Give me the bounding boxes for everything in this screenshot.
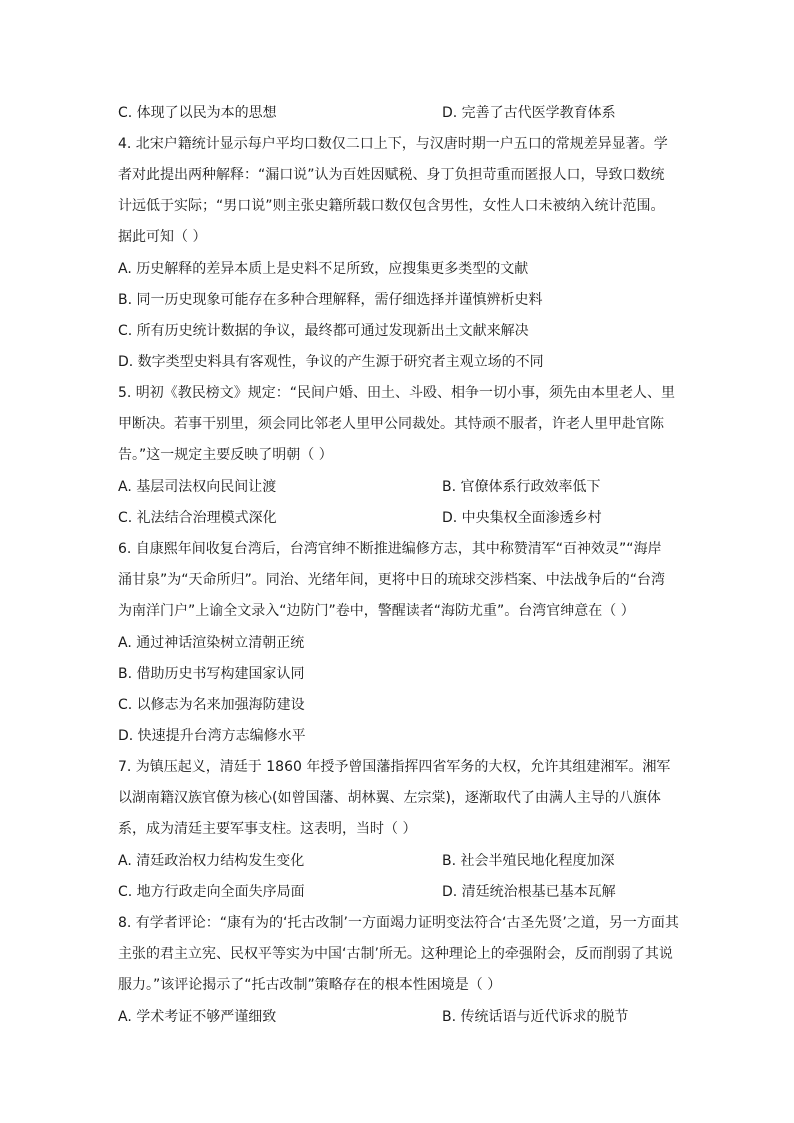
q4-stem-line: 者对此提出两种解释：“漏口说”认为百姓因赋税、身丁负担苛重而匿报人口，导致口数统	[118, 167, 665, 183]
q4-option-d[interactable]: D. 数字类型史料具有客观性，争议的产生源于研究者主观立场的不同	[118, 354, 544, 370]
q7-stem-line: 7. 为镇压起义，清廷于 1860 年授予曾国藩指挥四省军务的大权，允许其组建湘军。湘军	[118, 759, 671, 775]
q6-option-a[interactable]: A. 通过神话渲染树立清朝正统	[118, 635, 305, 651]
q7-option-b[interactable]: B. 社会半殖民地化程度加深	[442, 853, 615, 869]
q7-stem-line: 系，成为清廷主要军事支柱。这表明，当时（ ）	[118, 821, 417, 837]
q3-option-d[interactable]: D. 完善了古代医学教育体系	[442, 105, 616, 121]
q4-stem-line: 据此可知（ ）	[118, 229, 207, 245]
q5-option-a[interactable]: A. 基层司法权向民间让渡	[118, 479, 277, 495]
q5-stem-line: 5. 明初《教民榜文》规定：“民间户婚、田土、斗殴、相争一切小事，须先由本里老人、里	[118, 385, 676, 401]
q6-stem-line: 涌甘泉”为“天命所归”。同治、光绪年间，更将中日的琉球交涉档案、中法战争后的“台湾	[118, 572, 666, 588]
q6-option-d[interactable]: D. 快速提升台湾方志编修水平	[118, 728, 306, 744]
q7-option-c[interactable]: C. 地方行政走向全面失序局面	[118, 884, 305, 900]
q5-stem-line: 告。”这一规定主要反映了明朝（ ）	[118, 447, 333, 463]
q4-option-a[interactable]: A. 历史解释的差异本质上是史料不足所致，应搜集更多类型的文献	[118, 261, 529, 277]
q4-stem-line: 4. 北宋户籍统计显示每户平均口数仅二口上下，与汉唐时期一户五口的常规差异显著。学	[118, 136, 668, 152]
q5-stem-line: 甲断决。若事干别里，须会同比邻老人里甲公同裁处。其恃顽不服者，许老人里甲赴官陈	[118, 416, 664, 432]
q6-stem-line: 为南洋门户”上谕全文录入“边防门”卷中，警醒读者“海防尤重”。台湾官绅意在（ ）	[118, 603, 635, 619]
q3-option-c[interactable]: C. 体现了以民为本的思想	[118, 105, 277, 121]
q4-option-b[interactable]: B. 同一历史现象可能存在多种合理解释，需仔细选择并谨慎辨析史料	[118, 292, 543, 308]
q7-option-a[interactable]: A. 清廷政治权力结构发生变化	[118, 853, 305, 869]
q7-stem-line: 以湖南籍汉族官僚为核心(如曾国藩、胡林翼、左宗棠)，逐渐取代了由满人主导的八旗体	[118, 790, 661, 806]
q6-stem-line: 6. 自康熙年间收复台湾后，台湾官绅不断推进编修方志，其中称赞清军“百神效灵”“海岸	[118, 541, 662, 557]
q8-option-b[interactable]: B. 传统话语与近代诉求的脱节	[442, 1009, 629, 1025]
q8-option-a[interactable]: A. 学术考证不够严谨细致	[118, 1009, 277, 1025]
q4-option-c[interactable]: C. 所有历史统计数据的争议，最终都可通过发现新出土文献来解决	[118, 323, 529, 339]
q8-stem-line: 8. 有学者评论：“康有为的‘托古改制’一方面竭力证明变法符合‘古圣先贤’之道，另一方面其	[118, 915, 679, 931]
q8-stem-line: 主张的君主立宪、民权平等实为中国‘古制’所无。这种理论上的牵强附会，反而削弱了其说	[118, 946, 673, 962]
q4-stem-line: 计远低于实际；“男口说”则主张史籍所载口数仅包含男性，女性人口未被纳入统计范围。	[118, 198, 665, 214]
q6-option-b[interactable]: B. 借助历史书写构建国家认同	[118, 666, 305, 682]
q5-option-c[interactable]: C. 礼法结合治理模式深化	[118, 510, 277, 526]
q8-stem-line: 服力。”该评论揭示了“托古改制”策略存在的根本性困境是（ ）	[118, 977, 502, 993]
q7-option-d[interactable]: D. 清廷统治根基已基本瓦解	[442, 884, 616, 900]
q6-option-c[interactable]: C. 以修志为名来加强海防建设	[118, 697, 305, 713]
q5-option-d[interactable]: D. 中央集权全面渗透乡村	[442, 510, 602, 526]
q5-option-b[interactable]: B. 官僚体系行政效率低下	[442, 479, 601, 495]
